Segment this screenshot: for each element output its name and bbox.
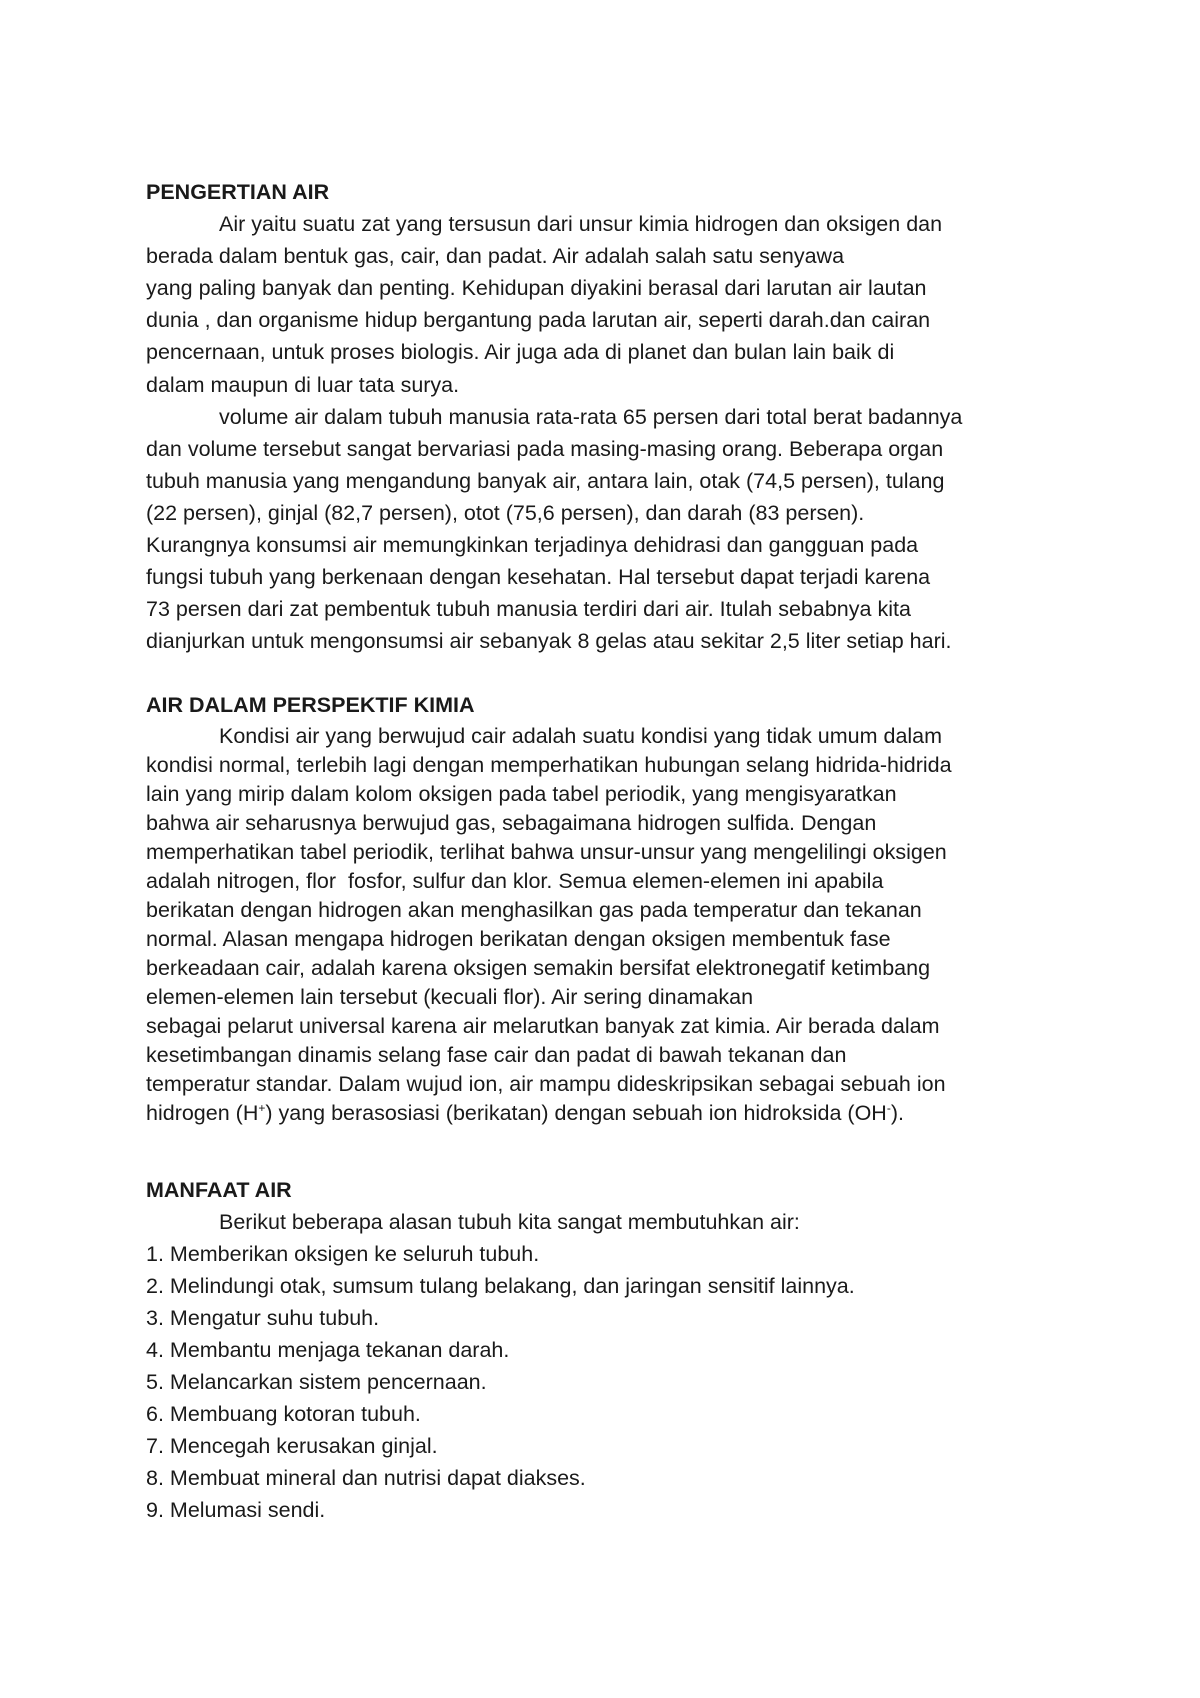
text-fragment: ). (890, 1100, 904, 1125)
heading-pengertian-air: PENGERTIAN AIR (146, 180, 330, 204)
text-line: kondisi normal, terlebih lagi dengan memperhatikan hubungan selang hidrida-hidrida (146, 752, 952, 777)
text-line: temperatur standar. Dalam wujud ion, air mampu dideskripsikan sebagai sebuah ion (146, 1071, 946, 1096)
heading-air-dalam-perspektif-kimia: AIR DALAM PERSPEKTIF KIMIA (146, 693, 475, 718)
heading-manfaat-air: MANFAAT AIR (146, 1177, 292, 1202)
text-fragment: hidrogen (H (146, 1100, 259, 1125)
text-fragment: ) yang berasosiasi (berikatan) dengan sebuah ion hidroksida (OH (265, 1100, 887, 1125)
text-line: dunia , dan organisme hidup bergantung pada larutan air, seperti darah.dan cairan (146, 308, 931, 333)
text-line: sebagai pelarut universal karena air melarutkan banyak zat kimia. Air berada dalam (146, 1013, 940, 1038)
text-line: dalam maupun di luar tata surya. (146, 372, 460, 397)
text-line: berkeadaan cair, adalah karena oksigen semakin bersifat elektronegatif ketimbang (146, 955, 931, 980)
text-line: Air yaitu suatu zat yang tersusun dari unsur kimia hidrogen dan oksigen dan (219, 212, 943, 237)
manfaat-intro: Berikut beberapa alasan tubuh kita sangat membutuhkan air: (219, 1209, 800, 1234)
text-line: lain yang mirip dalam kolom oksigen pada tabel periodik, yang mengisyaratkan (146, 781, 897, 806)
document-page (146, 176, 1076, 1527)
text-line: yang paling banyak dan penting. Kehidupan diyakini berasal dari larutan air lautan (146, 276, 927, 301)
superscript-plus: + (258, 1100, 266, 1115)
section-spacer (146, 657, 1076, 689)
list-item: 6. Membuang kotoran tubuh. (146, 1402, 421, 1427)
manfaat-list (146, 1238, 1076, 1527)
paragraph-pengertian-2 (146, 401, 1076, 658)
text-line: bahwa air seharusnya berwujud gas, sebagaimana hidrogen sulfida. Dengan (146, 810, 877, 835)
text-line: tubuh manusia yang mengandung banyak air, antara lain, otak (74,5 persen), tulang (146, 468, 945, 493)
list-item: 4. Membantu menjaga tekanan darah. (146, 1337, 510, 1362)
list-item: 7. Mencegah kerusakan ginjal. (146, 1434, 438, 1459)
text-line: fungsi tubuh yang berkenaan dengan kesehatan. Hal tersebut dapat terjadi karena (146, 565, 931, 590)
text-line: dan volume tersebut sangat bervariasi pada masing-masing orang. Beberapa organ (146, 436, 944, 461)
text-line: dianjurkan untuk mengonsumsi air sebanyak 8 gelas atau sekitar 2,5 liter setiap hari. (146, 629, 952, 654)
text-line: berada dalam bentuk gas, cair, dan padat. Air adalah salah satu senyawa (146, 244, 845, 269)
text-line: kesetimbangan dinamis selang fase cair dan padat di bawah tekanan dan (146, 1042, 847, 1067)
text-line: elemen-elemen lain tersebut (kecuali flor). Air sering dinamakan (146, 984, 754, 1009)
list-item: 8. Membuat mineral dan nutrisi dapat diakses. (146, 1466, 586, 1491)
text-line: (22 persen), ginjal (82,7 persen), otot (75,6 persen), dan darah (83 persen). (146, 500, 865, 525)
text-line: memperhatikan tabel periodik, terlihat bahwa unsur-unsur yang mengelilingi oksigen (146, 839, 947, 864)
text-line: adalah nitrogen, flor fosfor, sulfur dan klor. Semua elemen-elemen ini apabila (146, 868, 884, 893)
superscript-minus: - (886, 1100, 891, 1115)
text-line-ions (146, 1099, 1076, 1128)
text-line: Kondisi air yang berwujud cair adalah suatu kondisi yang tidak umum dalam (219, 723, 943, 748)
list-item: 5. Melancarkan sistem pencernaan. (146, 1370, 487, 1395)
paragraph-kimia (146, 722, 1076, 1128)
list-item: 1. Memberikan oksigen ke seluruh tubuh. (146, 1241, 540, 1266)
text-line: normal. Alasan mengapa hidrogen berikatan dengan oksigen membentuk fase (146, 926, 891, 951)
list-item: 2. Melindungi otak, sumsum tulang belakang, dan jaringan sensitif lainnya. (146, 1273, 855, 1298)
text-line: Kurangnya konsumsi air memungkinkan terjadinya dehidrasi dan gangguan pada (146, 533, 919, 558)
text-line: 73 persen dari zat pembentuk tubuh manusia terdiri dari air. Itulah sebabnya kita (146, 597, 911, 622)
text-line: pencernaan, untuk proses biologis. Air juga ada di planet dan bulan lain baik di (146, 340, 895, 365)
text-line: berikatan dengan hidrogen akan menghasilkan gas pada temperatur dan tekanan (146, 897, 922, 922)
list-item: 9. Melumasi sendi. (146, 1498, 326, 1523)
paragraph-pengertian-1 (146, 208, 1076, 401)
section-spacer (146, 1128, 1076, 1174)
list-item: 3. Mengatur suhu tubuh. (146, 1305, 380, 1330)
text-line: volume air dalam tubuh manusia rata-rata 65 persen dari total berat badannya (219, 404, 963, 429)
